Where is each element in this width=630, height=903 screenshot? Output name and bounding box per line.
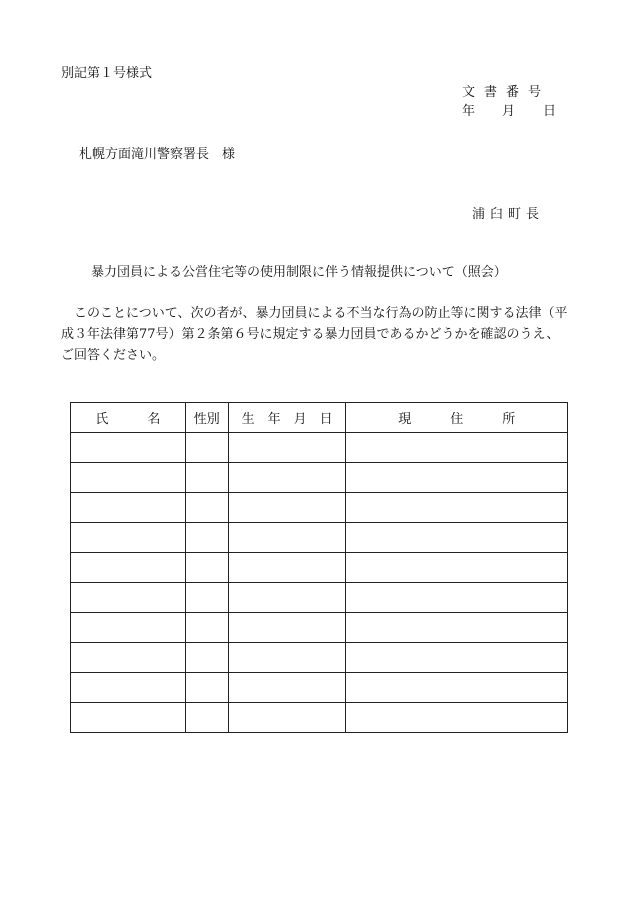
cell-gender (185, 643, 228, 673)
body-line: 成３年法律第77号）第２条第６号に規定する暴力団員であるかどうかを確認のうえ、 (61, 327, 560, 342)
table-row (71, 523, 568, 553)
table-row (71, 703, 568, 733)
cell-gender (185, 523, 228, 553)
cell-name (71, 673, 186, 703)
table-row (71, 493, 568, 523)
body-line: このことについて、次の者が、暴力団員による不当な行為の防止等に関する法律（平 (74, 306, 568, 321)
cell-name (71, 433, 186, 463)
inquiry-table (70, 402, 568, 733)
body-line: ご回答ください。 (61, 348, 166, 363)
cell-name (71, 703, 186, 733)
cell-name (71, 583, 186, 613)
cell-name (71, 553, 186, 583)
body-text (61, 303, 571, 366)
cell-name (71, 643, 186, 673)
cell-gender (185, 553, 228, 583)
cell-birthdate (228, 463, 346, 493)
cell-address (346, 643, 568, 673)
cell-name (71, 493, 186, 523)
cell-address (346, 523, 568, 553)
cell-name (71, 463, 186, 493)
table-row (71, 463, 568, 493)
addressee: 札幌方面滝川警察署長 様 (79, 147, 236, 162)
header-birthdate: 生 年 月 日 (228, 403, 346, 433)
form-label: 別記第１号様式 (61, 66, 153, 81)
table-row (71, 673, 568, 703)
date-year-label: 年 (462, 104, 476, 119)
table-row (71, 643, 568, 673)
cell-gender (185, 703, 228, 733)
cell-gender (185, 613, 228, 643)
cell-birthdate (228, 433, 346, 463)
header-address: 現 住 所 (346, 403, 568, 433)
cell-address (346, 583, 568, 613)
document-date-label (462, 104, 556, 120)
table-header-row (71, 403, 568, 433)
document-number-label: 文書番号 (462, 85, 551, 100)
table-row (71, 583, 568, 613)
cell-address (346, 493, 568, 523)
cell-birthdate (228, 553, 346, 583)
cell-birthdate (228, 493, 346, 523)
table-body (71, 433, 568, 733)
cell-birthdate (228, 703, 346, 733)
cell-address (346, 613, 568, 643)
cell-birthdate (228, 613, 346, 643)
cell-gender (185, 673, 228, 703)
cell-gender (185, 493, 228, 523)
date-day-label: 日 (543, 104, 557, 119)
cell-birthdate (228, 643, 346, 673)
cell-gender (185, 463, 228, 493)
header-gender: 性別 (185, 403, 228, 433)
cell-address (346, 673, 568, 703)
table-row (71, 553, 568, 583)
subject-title: 暴力団員による公営住宅等の使用制限に伴う情報提供について（照会） (91, 265, 507, 280)
table-row (71, 613, 568, 643)
cell-name (71, 523, 186, 553)
cell-address (346, 553, 568, 583)
cell-gender (185, 433, 228, 463)
date-month-label: 月 (502, 104, 516, 119)
cell-address (346, 463, 568, 493)
cell-address (346, 433, 568, 463)
sender: 浦臼町長 (472, 207, 545, 222)
cell-birthdate (228, 673, 346, 703)
cell-birthdate (228, 583, 346, 613)
table-row (71, 433, 568, 463)
cell-name (71, 613, 186, 643)
cell-gender (185, 583, 228, 613)
cell-birthdate (228, 523, 346, 553)
header-name: 氏 名 (71, 403, 186, 433)
cell-address (346, 703, 568, 733)
